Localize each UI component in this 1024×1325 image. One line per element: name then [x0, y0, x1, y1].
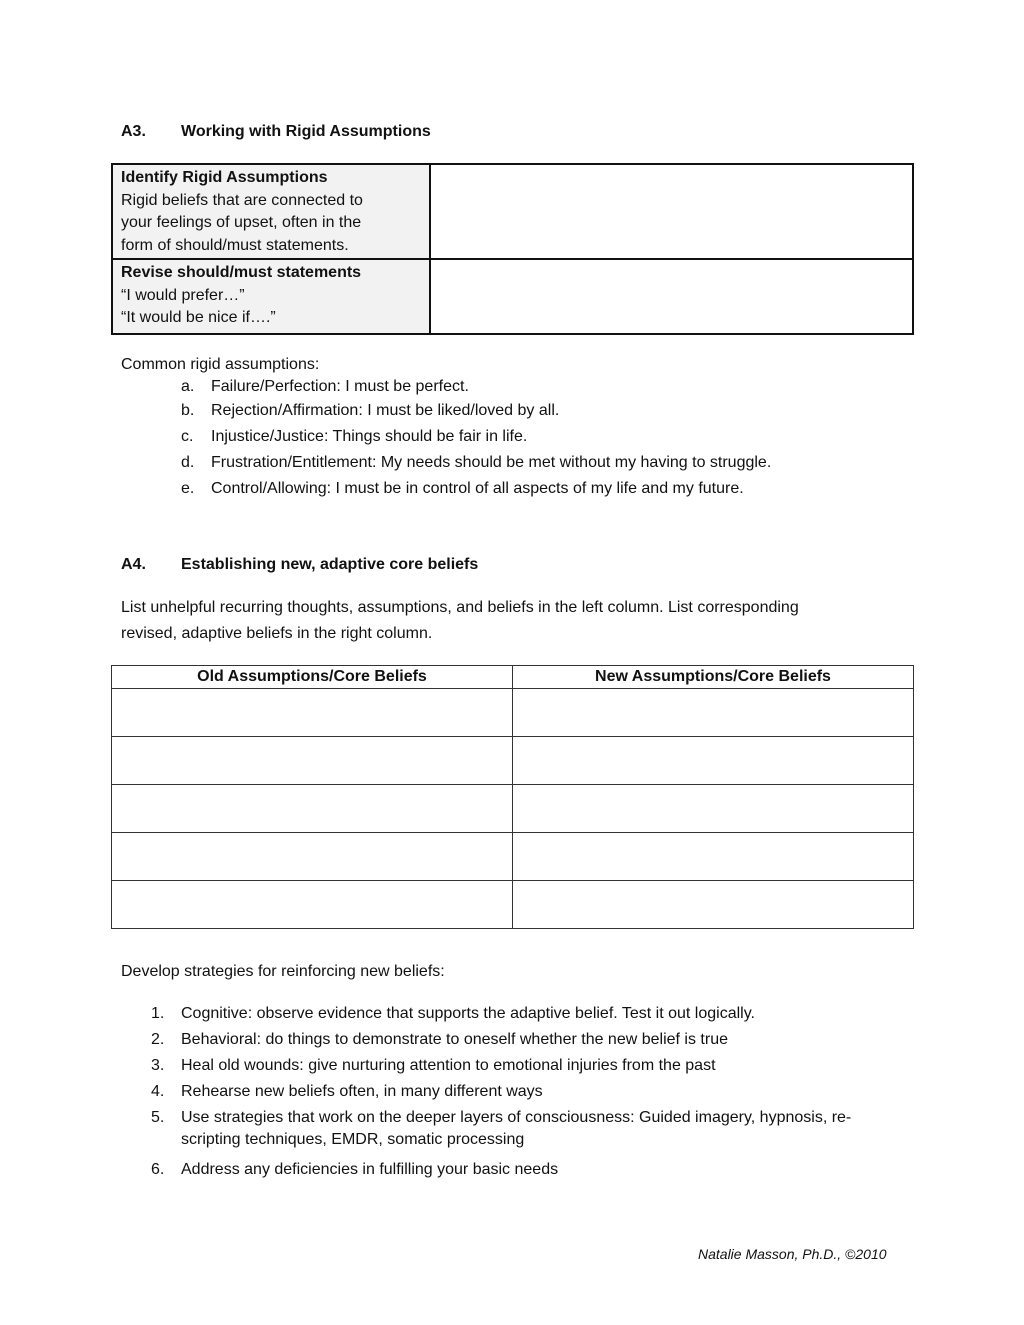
list-item — [151, 1083, 911, 1109]
a4-instructions-line: revised, adaptive beliefs in the right column. — [121, 625, 433, 642]
common-assumptions-intro: Common rigid assumptions: — [121, 356, 320, 373]
list-item-text: Cognitive: observe evidence that supports the adaptive belief. Test it out logically. — [181, 1005, 755, 1022]
list-item — [181, 454, 911, 480]
list-marker: 5. — [151, 1109, 165, 1126]
new-belief-cell[interactable] — [513, 833, 914, 881]
revise-label-cell — [112, 259, 430, 334]
list-marker: 4. — [151, 1083, 165, 1100]
identify-label-cell — [112, 164, 430, 259]
revise-example-line: “It would be nice if….” — [121, 309, 276, 326]
a4-instructions-line: List unhelpful recurring thoughts, assumptions, and beliefs in the left column. List corresponding — [121, 599, 799, 616]
table-row — [112, 164, 913, 259]
old-belief-cell[interactable] — [112, 881, 513, 929]
list-marker: c. — [181, 428, 194, 445]
list-item-text: Address any deficiencies in fulfilling your basic needs — [181, 1161, 559, 1178]
list-marker: e. — [181, 480, 195, 497]
revise-answer-cell[interactable] — [430, 259, 913, 334]
rigid-assumptions-table — [111, 163, 914, 335]
list-marker: 3. — [151, 1057, 165, 1074]
list-marker: 6. — [151, 1161, 165, 1178]
table-row — [112, 785, 914, 833]
revise-example-line: “I would prefer…” — [121, 286, 245, 304]
strategies-list — [151, 1005, 911, 1187]
list-item-text: Rejection/Affirmation: I must be liked/loved by all. — [211, 402, 560, 419]
list-item-text: Rehearse new beliefs often, in many different ways — [181, 1083, 543, 1100]
old-belief-cell[interactable] — [112, 785, 513, 833]
new-belief-cell[interactable] — [513, 737, 914, 785]
old-belief-cell[interactable] — [112, 689, 513, 737]
list-item-text: Use strategies that work on the deeper layers of consciousness: Guided imagery, hypnosis, re- — [181, 1109, 852, 1126]
column-header-new: New Assumptions/Core Beliefs — [513, 666, 914, 689]
identify-desc-line: Rigid beliefs that are connected to — [121, 191, 363, 209]
list-item — [181, 480, 911, 506]
identify-answer-cell[interactable] — [430, 164, 913, 259]
revise-heading: Revise should/must statements — [121, 264, 362, 281]
table-row — [112, 689, 914, 737]
list-item-text: Frustration/Entitlement: My needs should be met without my having to struggle. — [211, 454, 772, 471]
list-item — [181, 378, 911, 402]
list-item-text: scripting techniques, EMDR, somatic processing — [181, 1131, 525, 1148]
list-marker: 2. — [151, 1031, 165, 1048]
column-header-old: Old Assumptions/Core Beliefs — [112, 666, 513, 689]
table-row — [112, 737, 914, 785]
list-item — [151, 1109, 911, 1161]
new-belief-cell[interactable] — [513, 881, 914, 929]
list-item-text: Injustice/Justice: Things should be fair in life. — [211, 428, 528, 445]
table-row — [112, 881, 914, 929]
section-a3-number: A3. — [121, 123, 146, 140]
core-beliefs-table — [111, 665, 914, 929]
list-item — [181, 428, 911, 454]
list-marker: b. — [181, 402, 195, 419]
identify-desc-line: your feelings of upset, often in the — [121, 214, 362, 231]
common-assumptions-list — [181, 378, 911, 506]
list-marker: 1. — [151, 1005, 165, 1022]
section-a4-number: A4. — [121, 556, 146, 573]
identify-heading: Identify Rigid Assumptions — [121, 169, 328, 186]
list-marker: d. — [181, 454, 195, 471]
table-row — [112, 833, 914, 881]
list-marker: a. — [181, 378, 195, 395]
section-a4-title: Establishing new, adaptive core beliefs — [181, 556, 479, 573]
list-item — [151, 1031, 911, 1057]
list-item — [151, 1057, 911, 1083]
list-item — [181, 402, 911, 428]
table-header-row — [112, 666, 914, 689]
section-a3-title: Working with Rigid Assumptions — [181, 123, 431, 140]
footer-credit: Natalie Masson, Ph.D., ©2010 — [698, 1246, 887, 1262]
old-belief-cell[interactable] — [112, 833, 513, 881]
old-belief-cell[interactable] — [112, 737, 513, 785]
new-belief-cell[interactable] — [513, 785, 914, 833]
list-item — [151, 1005, 911, 1031]
list-item-text: Control/Allowing: I must be in control of all aspects of my life and my future. — [211, 480, 744, 497]
list-item — [151, 1161, 911, 1187]
list-item-text: Failure/Perfection: I must be perfect. — [211, 378, 469, 395]
list-item-text: Heal old wounds: give nurturing attention to emotional injuries from the past — [181, 1057, 716, 1074]
new-belief-cell[interactable] — [513, 689, 914, 737]
list-item-text: Behavioral: do things to demonstrate to oneself whether the new belief is true — [181, 1031, 728, 1048]
strategies-intro: Develop strategies for reinforcing new beliefs: — [121, 963, 445, 980]
table-row — [112, 259, 913, 334]
identify-desc-line: form of should/must statements. — [121, 236, 349, 254]
